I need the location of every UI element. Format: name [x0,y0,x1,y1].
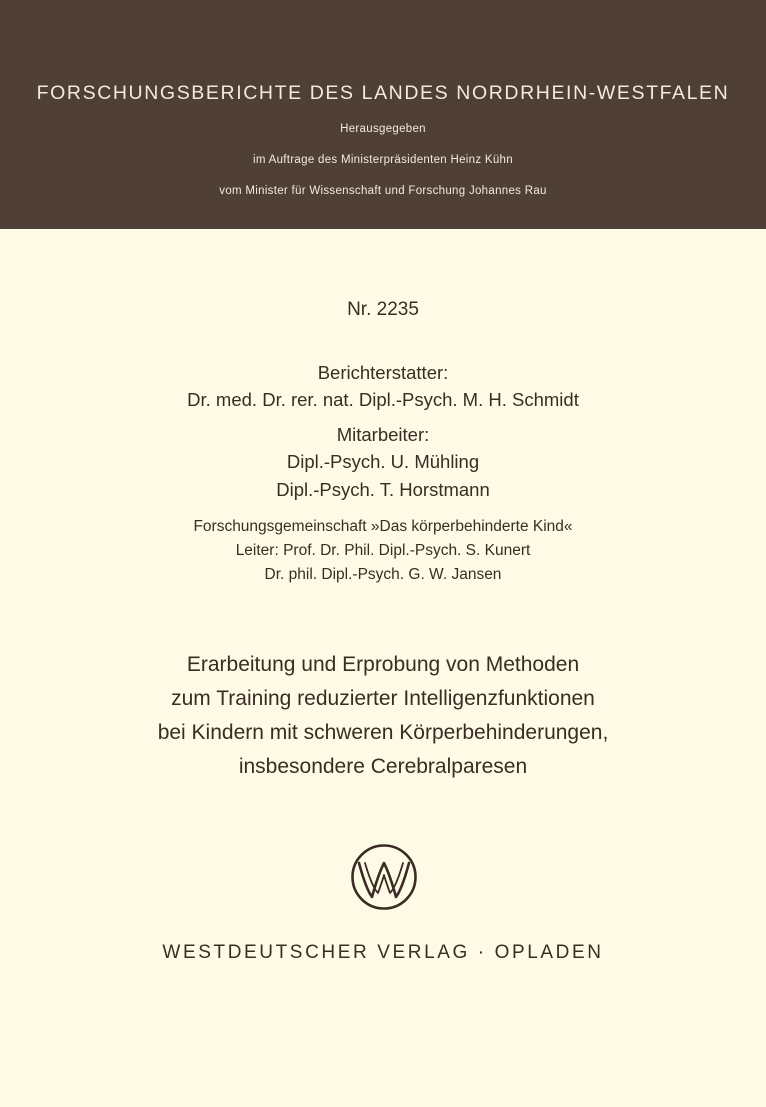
leader-line: Dr. phil. Dipl.-Psych. G. W. Jansen [264,566,502,583]
editor-line-2: im Auftrage des Ministerpräsidenten Heinz Kühn [253,154,513,166]
editor-line-1: Herausgegeben [340,123,426,135]
report-title-line: Erarbeitung und Erprobung von Methoden [186,653,580,676]
series-header-band [0,0,766,229]
report-title-line: zum Training reduzierter Intelligenzfunktionen [171,687,595,710]
reporter-label: Berichterstatter: [317,362,449,383]
report-title-line: insbesondere Cerebralparesen [238,755,528,778]
editor-line-3: vom Minister für Wissenschaft und Forschung Johannes Rau [219,185,547,197]
leader-line: Leiter: Prof. Dr. Phil. Dipl.-Psych. S. Kunert [235,542,531,559]
ww-publisher-logo-icon [350,843,418,911]
report-number: Nr. 2235 [347,299,419,320]
collaborator-name: Dipl.-Psych. T. Horstmann [276,479,490,500]
reporter-name: Dr. med. Dr. rer. nat. Dipl.-Psych. M. H. Schmidt [187,389,579,410]
collaborators-label: Mitarbeiter: [336,424,430,445]
collaborator-name: Dipl.-Psych. U. Mühling [286,451,480,472]
research-community: Forschungsgemeinschaft »Das körperbehinderte Kind« [193,518,573,535]
report-title-line: bei Kindern mit schweren Körperbehinderungen, [157,721,609,744]
cover-page [0,229,766,1107]
publisher-name: WESTDEUTSCHER VERLAG · OPLADEN [162,942,604,963]
series-title: FORSCHUNGSBERICHTE DES LANDES NORDRHEIN-WESTFALEN [36,82,730,104]
